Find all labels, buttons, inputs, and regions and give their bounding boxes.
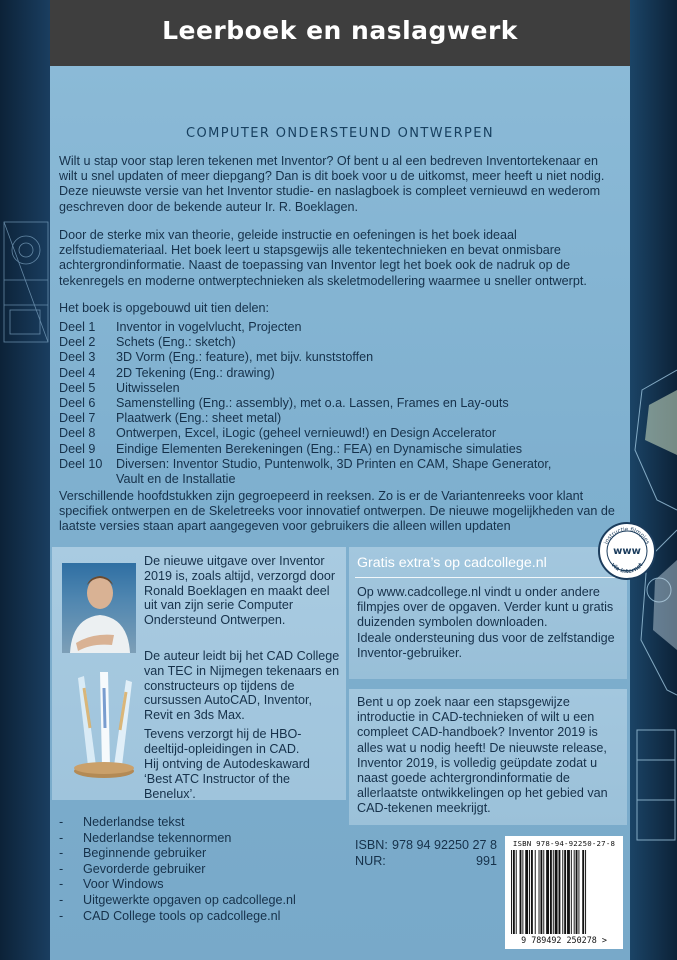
barcode-isbn-text: ISBN 978-94-92250-27-8 [512, 839, 616, 848]
part-title: 2D Tekening (Eng.: drawing) [116, 365, 275, 380]
list-item [59, 442, 579, 457]
extras-text-2: Ideale ondersteuning dus voor de zelfstandige Inventor-gebruiker. [357, 630, 615, 660]
barcode [505, 836, 623, 949]
header-bar [50, 0, 630, 66]
intro-paragraph-1: Wilt u stap voor stap leren tekenen met Inventor? Of bent u al een bedreven Inventortekenaar en wilt u snel updaten of meer diepgang? Dan is dit boek voor u de uitkomst, meer heeft u niet nodig. Deze nieuwste versie van het Inventor studie- en naslagboek is compleet vernieuwd en wederom geschreven door de bekende auteur Ir. R. Boeklagen. [59, 154, 605, 214]
bullet-dash: - [59, 892, 64, 907]
part-title: Eindige Elementen Berekeningen (Eng.: FEA) en Dynamische simulaties [116, 441, 523, 456]
feature-text: Voor Windows [83, 877, 164, 892]
part-number: Deel 2 [59, 335, 96, 350]
part-title: Schets (Eng.: sketch) [116, 335, 236, 350]
list-item [59, 457, 579, 487]
header-title: Leerboek en naslagwerk [162, 16, 518, 45]
part-number: Deel 7 [59, 411, 96, 426]
part-title: Plaatwerk (Eng.: sheet metal) [116, 411, 282, 426]
bullet-dash: - [59, 830, 64, 845]
video-badge-icon [597, 521, 657, 581]
parts-list [59, 320, 579, 487]
list-item [59, 909, 349, 925]
nur-label: NUR: [355, 854, 386, 868]
feature-text: Gevorderde gebruiker [83, 861, 206, 876]
bullet-dash: - [59, 861, 64, 876]
list-item [59, 411, 579, 426]
isbn-row [355, 837, 497, 853]
list-item [59, 350, 579, 365]
cad-wireframe-left-image [0, 210, 55, 360]
nur-value: 991 [475, 854, 497, 868]
part-title: Ontwerpen, Excel, iLogic (geheel vernieuwd!) en Design Accelerator [116, 426, 497, 441]
feature-text: CAD College tools op cadcollege.nl [83, 908, 281, 923]
part-number: Deel 5 [59, 380, 96, 395]
part-number: Deel 1 [59, 320, 96, 334]
feature-text: Uitgewerkte opgaven op cadcollege.nl [83, 892, 296, 907]
list-item [59, 396, 579, 411]
author-paragraph-4: Hij ontving de Autodeskaward ‘Best ATC Instructor of the Benelux’. [144, 757, 310, 801]
award-trophy-image [60, 668, 145, 783]
bullet-dash: - [59, 846, 64, 861]
list-item [59, 320, 579, 335]
part-title: Samenstelling (Eng.: assembly), met o.a. Lassen, Frames en Lay-outs [116, 396, 509, 411]
feature-text: Nederlandse tekst [83, 815, 185, 829]
extras-heading: Gratis extra’s op cadcollege.nl [357, 555, 547, 571]
list-item [59, 831, 349, 847]
bullet-dash: - [59, 815, 64, 829]
bullet-dash: - [59, 877, 64, 892]
list-item [59, 893, 349, 909]
author-paragraph-2: De auteur leidt bij het CAD College van TEC in Nijmegen tekenaars en constructeurs op tijdens de cursussen AutoCAD, Inventor, Revit en 3ds Max. [144, 649, 340, 723]
list-item [59, 815, 349, 831]
feature-text: Beginnende gebruiker [83, 846, 207, 861]
intro-paragraph-2: Door de sterke mix van theorie, geleide instructie en oefeningen is het boek ideaal zelfstudiemateriaal. Het boek leert u stapsgewijs alle tekentechnieken en bevat onmisbare achtergrondinformatie. Naast de toepassing van Inventor legt het boek ook de nadruk op de tekenregels en moderne ontwerptechnieken als skeletmodellering waarmee u sneller ontwerpt. [59, 228, 587, 288]
part-title: 3D Vorm (Eng.: feature), met bijv. kunststoffen [116, 350, 374, 365]
author-paragraph-3: Tevens verzorgt hij de HBO-deeltijd-opleidingen in CAD. [144, 727, 302, 756]
part-title: Inventor in vogelvlucht, Projecten [116, 320, 302, 334]
list-item [59, 426, 579, 441]
isbn-value: 978 94 92250 27 8 [391, 838, 497, 852]
bullet-dash: - [59, 908, 64, 923]
left-cad-background [0, 0, 50, 960]
part-number: Deel 4 [59, 365, 96, 380]
badge-center-text: www [613, 546, 641, 557]
part-title: Uitwisselen [116, 380, 180, 395]
nur-row [355, 853, 497, 869]
author-photo [62, 563, 136, 653]
features-list [59, 815, 349, 924]
part-number: Deel 9 [59, 441, 96, 456]
extras-divider [355, 577, 621, 578]
isbn-label: ISBN: [355, 838, 388, 852]
extras-text-1: Op www.cadcollege.nl vindt u onder andere filmpjes over de opgaven. Verder kunt u gratis duizenden symbolen downloaden. [357, 585, 614, 630]
promo-text: Bent u op zoek naar een stapsgewijze introductie in CAD-technieken of wilt u een compleet CAD-handboek? Inventor 2019 is alles wat u nodig heeft! De nieuwste release, Inventor 2019, is volledig geüpdate zodat u naast goede achtergrondinformatie de allerlaatste ontwikkelingen op het gebied van CAD-tekenen meekrijgt. [357, 695, 608, 816]
part-number: Deel 6 [59, 396, 96, 411]
extras-text [357, 585, 622, 661]
badge-bottom-text: via internet [609, 562, 645, 576]
list-item [59, 335, 579, 350]
parts-intro: Het boek is opgebouwd uit tien delen: [59, 301, 270, 315]
part-number: Deel 3 [59, 350, 96, 365]
list-item [59, 862, 349, 878]
list-item [59, 877, 349, 893]
extras-box [349, 547, 627, 679]
person-icon [62, 563, 136, 653]
part-title: Diversen: Inventor Studio, Puntenwolk, 3D Printen en CAM, Shape Generator, Vault en de Installatie [116, 456, 552, 487]
part-number: Deel 8 [59, 426, 96, 441]
part-number: Deel 10 [59, 456, 103, 471]
promo-box [349, 689, 627, 825]
isbn-info [355, 837, 497, 869]
series-paragraph: Verschillende hoofdstukken zijn gegroepeerd in reeksen. Zo is er de Variantenreeks voor klant specifiek ontwerpen en de Skeletreeks voor innovatief ontwerpen. De nieuwe mogelijkheden van de laatste versies staan apart aangegeven voor gebruikers die alleen willen updaten [59, 489, 615, 534]
badge-top-text: instructie filmpjes [603, 526, 651, 546]
list-item [59, 381, 579, 396]
barcode-icon [509, 850, 619, 934]
subtitle: COMPUTER ONDERSTEUND ONTWERPEN [186, 126, 494, 141]
cad-model-right-image [627, 330, 677, 890]
feature-text: Nederlandse tekennormen [83, 830, 232, 845]
list-item [59, 366, 579, 381]
list-item [59, 846, 349, 862]
barcode-number-text: 9 789492 250278 > [521, 935, 607, 945]
author-paragraph-1: De nieuwe uitgave over Inventor 2019 is, zoals altijd, verzorgd door Ronald Boeklagen en maakt deel uit van zijn serie Computer Ondersteund Ontwerpen. [144, 554, 336, 628]
